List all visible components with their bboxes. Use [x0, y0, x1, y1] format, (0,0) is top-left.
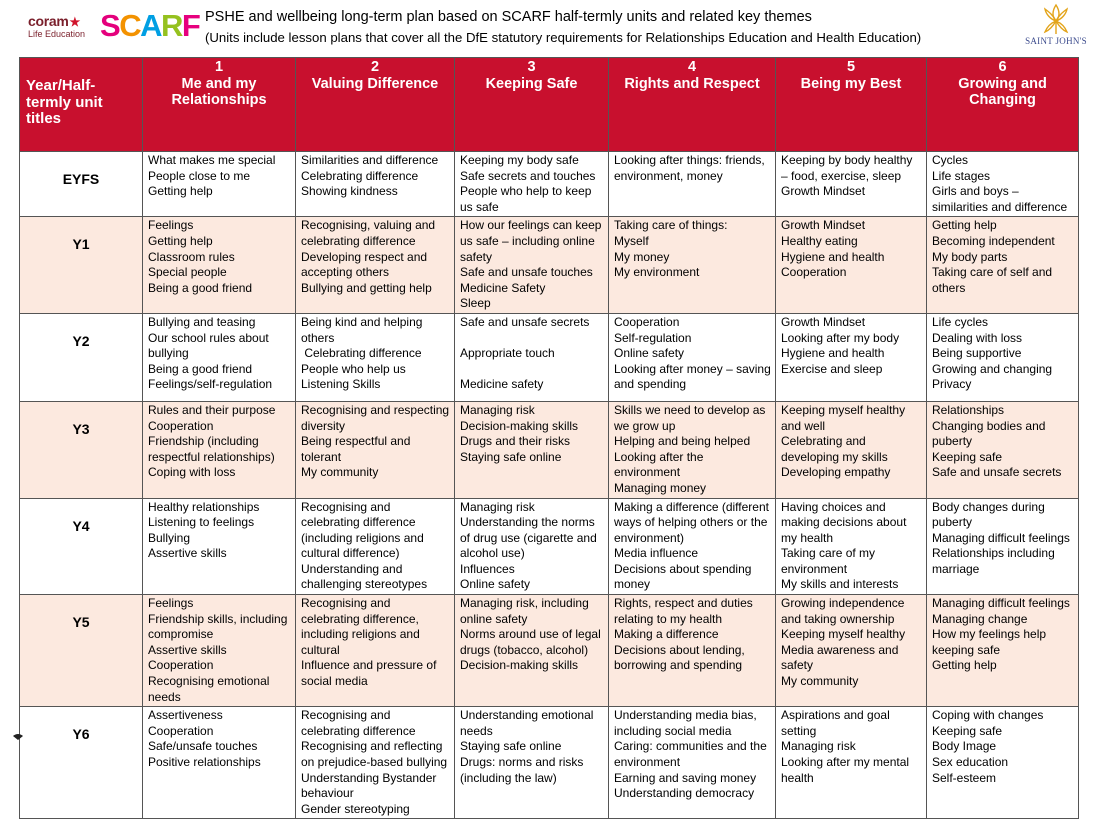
- unit-title: Me and my Relationships: [171, 75, 267, 108]
- year-label: Y4: [20, 498, 143, 595]
- topic-cell: [927, 313, 1079, 401]
- topic-line: Developing empathy: [781, 465, 891, 480]
- topic-cell: [143, 401, 296, 498]
- topic-line: Staying safe online: [460, 449, 562, 464]
- topic-line: Relationships: [932, 402, 1005, 417]
- topic-line: Understanding emotional needs: [460, 708, 597, 738]
- scarf-logo: [100, 10, 199, 41]
- topic-line: Exercise and sleep: [781, 361, 883, 376]
- table-row: [20, 313, 1079, 401]
- topic-line: People who help us: [301, 361, 406, 376]
- topic-line: Getting help: [148, 233, 213, 248]
- topic-line: Online safety: [460, 577, 531, 592]
- topic-line: Assertive skills: [148, 546, 227, 561]
- topic-line: [460, 331, 604, 347]
- topic-cell: [776, 498, 927, 595]
- topic-line: Drugs and their risks: [460, 434, 571, 449]
- unit-number: 6: [998, 59, 1007, 75]
- unit-number: 4: [687, 59, 697, 75]
- topic-line: Life cycles: [932, 314, 989, 329]
- topic-line: Helping and being helped: [614, 434, 751, 449]
- page-subtitle: (Units include lesson plans that cover all the DfE statutory requirements for Relationships Education and Health Education): [205, 30, 922, 45]
- topic-line: Media influence: [614, 546, 699, 561]
- topic-line: Cooperation: [781, 265, 847, 280]
- scarf-letter: R: [160, 8, 182, 43]
- lily-icon: [1041, 3, 1071, 35]
- topic-line: Cooperation: [148, 418, 214, 433]
- topic-line: Assertive skills: [148, 642, 227, 657]
- table-row: [20, 707, 1079, 819]
- topic-line: Understanding the norms of drug use (cigarette and alcohol use): [460, 515, 601, 561]
- topic-line: Our school rules about bullying: [148, 330, 273, 361]
- topic-line: Taking care of self and others: [932, 265, 1056, 295]
- topic-line: Skills we need to develop as we grow up: [614, 402, 769, 433]
- topic-cell: [455, 707, 609, 819]
- topic-cell: [927, 152, 1079, 217]
- topic-line: Recognising and celebrating difference (including religions and cultural difference): [301, 499, 428, 561]
- topic-line: Hygiene and health: [781, 346, 885, 361]
- topic-line: Appropriate touch: [460, 346, 555, 361]
- topic-line: Relationships including marriage: [932, 546, 1059, 576]
- topic-line: Understanding media bias, including social media: [614, 708, 761, 738]
- year-label: Y3: [20, 401, 143, 498]
- topic-line: How our feelings can keep us safe – including online safety: [460, 218, 605, 264]
- topic-line: Getting help: [932, 658, 997, 673]
- topic-line: Keeping myself healthy and well: [781, 402, 909, 433]
- plan-table: [19, 57, 1079, 819]
- topic-cell: [143, 313, 296, 401]
- topic-line: Myself: [614, 233, 649, 248]
- coram-logo-tagline: Life Education: [28, 29, 86, 39]
- topic-cell: [927, 217, 1079, 314]
- topic-line: Recognising and celebrating difference, including religions and cultural: [301, 596, 424, 657]
- topic-cell: [927, 707, 1079, 819]
- topic-line: Medicine safety: [460, 377, 544, 392]
- topic-cell: [776, 401, 927, 498]
- topic-line: Developing respect and accepting others: [301, 249, 431, 280]
- table-row: [20, 217, 1079, 314]
- topic-line: Online safety: [614, 346, 685, 361]
- topic-line: My community: [781, 674, 859, 689]
- topic-line: What makes me special: [148, 153, 276, 167]
- unit-number: 1: [214, 59, 224, 75]
- topic-line: Self-esteem: [932, 770, 997, 785]
- topic-line: Celebrating difference: [301, 168, 419, 183]
- topic-line: Managing risk: [781, 739, 856, 754]
- topic-line: Influence and pressure of social media: [301, 658, 440, 689]
- topic-line: Understanding and challenging stereotypes: [301, 561, 428, 592]
- coram-logo: [28, 14, 92, 39]
- topic-line: Medicine Safety: [460, 280, 546, 295]
- topic-line: My environment: [614, 265, 700, 280]
- unit-number: 5: [846, 59, 856, 75]
- topic-cell: [609, 313, 776, 401]
- topic-line: Recognising emotional needs: [148, 674, 273, 704]
- topic-line: Managing difficult feelings: [932, 530, 1070, 545]
- page-title: PSHE and wellbeing long-term plan based on SCARF half-termly units and related key themes: [205, 9, 812, 25]
- topic-cell: [296, 217, 455, 314]
- topic-line: Being kind and helping others: [301, 314, 426, 345]
- coram-logo-name: coram: [28, 13, 69, 29]
- topic-line: Norms around use of legal drugs (tobacco, alcohol): [460, 627, 605, 657]
- topic-cell: [776, 707, 927, 819]
- topic-line: Classroom rules: [148, 249, 235, 264]
- scarf-letter: F: [181, 8, 200, 43]
- topic-line: People who help to keep us safe: [460, 184, 595, 214]
- topic-line: Changing bodies and puberty: [932, 418, 1049, 449]
- topic-line: Drugs: norms and risks (including the law): [460, 755, 587, 785]
- topic-line: Growth Mindset: [781, 184, 866, 199]
- topic-line: Taking care of things:: [614, 218, 728, 233]
- topic-line: Making a difference: [614, 627, 719, 642]
- topic-line: Life stages: [932, 168, 991, 183]
- year-label: EYFS: [20, 152, 143, 217]
- topic-line: Keeping myself healthy: [781, 627, 906, 642]
- topic-cell: [927, 498, 1079, 595]
- topic-line: Keeping my body safe: [460, 153, 579, 167]
- topic-line: Coping with changes: [932, 708, 1044, 723]
- topic-line: Recognising and celebrating difference: [301, 708, 416, 738]
- topic-line: Body changes during puberty: [932, 499, 1049, 530]
- topic-line: Listening Skills: [301, 377, 381, 392]
- topic-line: Dealing with loss: [932, 330, 1023, 345]
- topic-line: Body Image: [932, 739, 997, 754]
- topic-line: Gender stereotyping: [301, 801, 410, 816]
- topic-line: Bullying and getting help: [301, 280, 432, 295]
- topic-cell: [143, 707, 296, 819]
- unit-number: 2: [370, 59, 380, 75]
- topic-cell: [143, 217, 296, 314]
- scarf-letter: A: [140, 8, 161, 43]
- topic-line: Managing difficult feelings: [932, 596, 1070, 611]
- topic-line: Staying safe online: [460, 739, 562, 754]
- topic-cell: [776, 217, 927, 314]
- topic-line: Managing money: [614, 480, 707, 495]
- topic-line: Growing independence and taking ownership: [781, 596, 908, 626]
- table-header-row: [20, 58, 1079, 152]
- unit-number: 3: [527, 59, 536, 75]
- topic-line: Recognising and respecting diversity: [301, 402, 453, 433]
- topic-cell: [609, 217, 776, 314]
- table-body: [20, 152, 1079, 819]
- topic-line: Recognising, valuing and celebrating difference: [301, 218, 439, 248]
- topic-line: Being supportive: [932, 346, 1022, 361]
- topic-line: My money: [614, 249, 670, 264]
- topic-cell: [609, 498, 776, 595]
- topic-cell: [143, 152, 296, 217]
- saint-johns-logo: [1020, 3, 1092, 51]
- topic-cell: [927, 595, 1079, 707]
- unit-header: [143, 58, 296, 152]
- topic-cell: [296, 401, 455, 498]
- scroll-marker-icon: [12, 733, 24, 741]
- topic-line: Managing risk, including online safety: [460, 596, 593, 626]
- topic-line: Getting help: [932, 218, 997, 233]
- topic-line: Friendship (including respectful relationships): [148, 434, 275, 464]
- topic-line: Looking after my mental health: [781, 755, 913, 785]
- topic-line: Safe and unsafe secrets: [932, 465, 1062, 480]
- topic-line: Earning and saving money: [614, 770, 757, 785]
- topic-cell: [296, 313, 455, 401]
- topic-line: Healthy relationships: [148, 499, 260, 514]
- topic-line: Decision-making skills: [460, 418, 579, 433]
- topic-line: Feelings: [148, 218, 194, 233]
- topic-line: Caring: communities and the environment: [614, 739, 771, 769]
- page-header: [0, 0, 1094, 56]
- topic-cell: [609, 401, 776, 498]
- topic-line: Safe and unsafe secrets: [460, 314, 590, 329]
- topic-line: My body parts: [932, 249, 1008, 264]
- topic-line: Special people: [148, 265, 227, 280]
- year-label: Y1: [20, 217, 143, 314]
- topic-line: Looking after the environment: [614, 449, 707, 480]
- unit-header: [927, 58, 1079, 152]
- unit-title: Growing and Changing: [958, 75, 1047, 108]
- topic-cell: [143, 498, 296, 595]
- topic-line: Bullying and teasing: [148, 314, 256, 329]
- topic-line: Understanding Bystander behaviour: [301, 770, 440, 801]
- topic-cell: [296, 152, 455, 217]
- topic-line: Cycles: [932, 153, 969, 167]
- topic-cell: [455, 313, 609, 401]
- unit-title: Keeping Safe: [485, 75, 578, 92]
- topic-line: Celebrating and developing my skills: [781, 434, 888, 464]
- topic-line: Safe/unsafe touches: [148, 739, 258, 754]
- unit-title: Being my Best: [800, 75, 902, 92]
- table-row: [20, 152, 1079, 217]
- topic-line: Privacy: [932, 377, 972, 392]
- unit-header: [776, 58, 927, 152]
- year-label: Y2: [20, 313, 143, 401]
- topic-line: Understanding democracy: [614, 786, 755, 801]
- topic-line: Decision-making skills: [460, 658, 579, 673]
- topic-cell: [776, 152, 927, 217]
- topic-line: People close to me: [148, 168, 251, 183]
- topic-line: Safe and unsafe touches: [460, 265, 593, 280]
- topic-line: My skills and interests: [781, 577, 899, 592]
- topic-cell: [609, 595, 776, 707]
- topic-line: Influences: [460, 561, 515, 576]
- topic-line: Feelings/self-regulation: [148, 377, 273, 392]
- topic-line: My community: [301, 465, 379, 480]
- topic-line: Girls and boys – similarities and difference: [932, 184, 1068, 214]
- topic-line: Bullying: [148, 530, 191, 545]
- topic-cell: [296, 498, 455, 595]
- topic-cell: [296, 595, 455, 707]
- topic-line: Growing and changing: [932, 361, 1053, 376]
- topic-line: Positive relationships: [148, 755, 261, 769]
- topic-line: Safe secrets and touches: [460, 168, 596, 183]
- topic-line: Hygiene and health: [781, 249, 885, 264]
- topic-line: How my feelings help keeping safe: [932, 627, 1050, 657]
- unit-title: Rights and Respect: [624, 75, 760, 92]
- topic-line: Recognising and reflecting on prejudice-based bullying: [301, 739, 448, 769]
- topic-line: Listening to feelings: [148, 515, 255, 530]
- topic-line: Rules and their purpose: [148, 402, 276, 417]
- topic-line: Keeping safe: [932, 449, 1003, 464]
- topic-line: Having choices and making decisions about my health: [781, 499, 910, 545]
- topic-line: Being a good friend: [148, 361, 253, 376]
- topic-line: Similarities and difference: [301, 153, 439, 167]
- unit-title: Valuing Difference: [311, 75, 439, 92]
- topic-line: Assertiveness: [148, 708, 223, 723]
- topic-line: Decisions about spending money: [614, 561, 755, 592]
- topic-line: Looking after money – saving and spending: [614, 361, 775, 392]
- topic-line: Cooperation: [614, 314, 680, 329]
- topic-cell: [609, 152, 776, 217]
- topic-line: Looking after things: friends, environment, money: [614, 153, 769, 183]
- topic-line: Healthy eating: [781, 233, 858, 248]
- topic-line: Celebrating difference: [301, 346, 422, 361]
- topic-line: Getting help: [148, 184, 213, 199]
- topic-cell: [927, 401, 1079, 498]
- topic-cell: [455, 401, 609, 498]
- topic-cell: [455, 217, 609, 314]
- topic-line: Managing risk: [460, 402, 535, 417]
- scarf-letter: C: [119, 8, 141, 43]
- topic-line: Looking after my body: [781, 330, 900, 345]
- table-row: [20, 401, 1079, 498]
- topic-cell: [455, 152, 609, 217]
- year-label: Y5: [20, 595, 143, 707]
- unit-header: [609, 58, 776, 152]
- table-row: [20, 595, 1079, 707]
- scarf-letter: S: [100, 8, 120, 43]
- topic-line: Managing change: [932, 611, 1028, 626]
- topic-cell: [609, 707, 776, 819]
- unit-header: [455, 58, 609, 152]
- topic-line: Showing kindness: [301, 184, 398, 199]
- topic-line: Feelings: [148, 596, 194, 611]
- table-row: [20, 498, 1079, 595]
- topic-cell: [455, 498, 609, 595]
- topic-line: Keeping by body healthy – food, exercise, sleep: [781, 153, 916, 183]
- topic-line: Friendship skills, including compromise: [148, 611, 291, 642]
- topic-line: Cooperation: [148, 723, 214, 738]
- topic-cell: [455, 595, 609, 707]
- saint-johns-wordmark: SAINT JOHN'S: [1025, 36, 1087, 46]
- topic-line: Cooperation: [148, 658, 214, 673]
- topic-line: Becoming independent: [932, 233, 1055, 248]
- topic-cell: [776, 313, 927, 401]
- topic-line: Sleep: [460, 296, 491, 311]
- unit-header: [296, 58, 455, 152]
- topic-line: Sex education: [932, 755, 1009, 769]
- topic-line: Decisions about lending, borrowing and spending: [614, 642, 749, 673]
- topic-line: [460, 362, 604, 378]
- topic-line: Being a good friend: [148, 280, 253, 295]
- topic-cell: [776, 595, 927, 707]
- topic-line: Taking care of my environment: [781, 546, 879, 576]
- topic-line: Aspirations and goal setting: [781, 708, 894, 738]
- corner-header: Year/Half-termly unit titles: [20, 58, 143, 152]
- topic-line: Making a difference (different ways of helping others or the environment): [614, 499, 773, 545]
- star-icon: ★: [69, 15, 80, 29]
- topic-line: Being respectful and tolerant: [301, 434, 414, 464]
- topic-line: Self-regulation: [614, 330, 692, 345]
- topic-line: Growth Mindset: [781, 314, 866, 329]
- topic-line: Rights, respect and duties relating to my health: [614, 596, 757, 626]
- topic-line: Keeping safe: [932, 723, 1003, 738]
- topic-line: Growth Mindset: [781, 218, 866, 233]
- topic-cell: [143, 595, 296, 707]
- topic-cell: [296, 707, 455, 819]
- topic-line: Managing risk: [460, 499, 535, 514]
- topic-line: Coping with loss: [148, 465, 236, 480]
- topic-line: Media awareness and safety: [781, 642, 902, 673]
- year-label: Y6: [20, 707, 143, 819]
